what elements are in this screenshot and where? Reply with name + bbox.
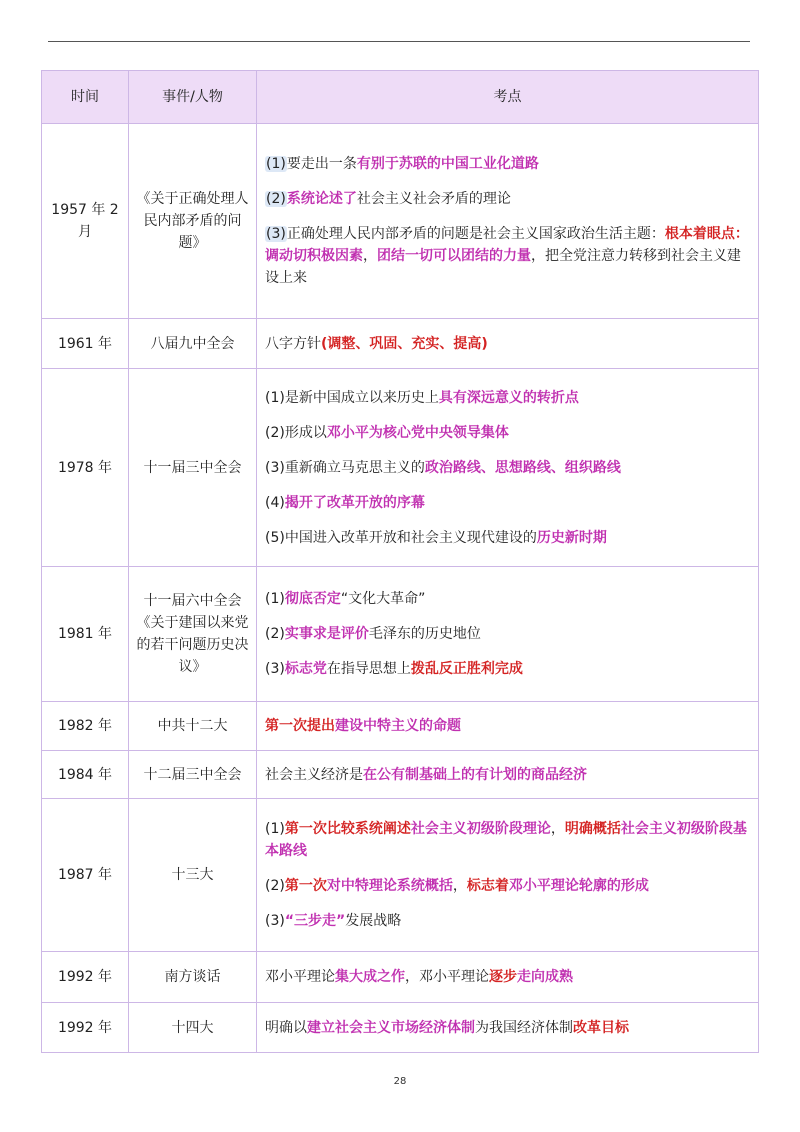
point-line: [265, 715, 750, 737]
point-text: (2): [265, 878, 285, 894]
highlight-text: 第一次比较系统阐述: [284, 821, 411, 837]
highlight-text: 明确概括: [564, 821, 621, 837]
points-cell: [257, 751, 759, 799]
highlight-text: 政治路线、思想路线、组织路线: [424, 459, 621, 476]
point-text: (1): [265, 821, 285, 837]
table-row: [42, 567, 759, 702]
event-cell: 十三大: [129, 799, 257, 952]
table-row: [42, 124, 759, 319]
point-line: [265, 492, 750, 514]
highlight-text: 对中特理论系统概括: [326, 878, 453, 894]
point-text: (1)是新中国成立以来历史上: [265, 389, 439, 406]
event-cell: 中共十二大: [129, 702, 257, 751]
time-cell: 1981 年: [42, 567, 129, 702]
event-cell: 八届九中全会: [129, 319, 257, 369]
point-text: 要走出一条: [286, 156, 357, 172]
event-cell: 十二届三中全会: [129, 751, 257, 799]
point-line: [265, 818, 750, 862]
highlight-text: 社会主义初级阶段基本路线: [265, 821, 747, 859]
point-number: (3): [266, 226, 286, 242]
point-text: 邓小平理论: [265, 969, 335, 985]
highlight-text: 集大成之作: [335, 969, 405, 985]
point-line: [265, 910, 750, 932]
table-row: [42, 799, 759, 952]
point-text: ，: [550, 821, 565, 837]
highlight-text: 走向成熟: [517, 969, 573, 985]
column-header-time: 时间: [42, 71, 129, 124]
point-line: [265, 333, 750, 355]
table-row: [42, 369, 759, 567]
time-cell: 1984 年: [42, 751, 129, 799]
table-row: [42, 952, 759, 1003]
highlight-text: 标志党: [284, 661, 327, 677]
history-table: [41, 70, 759, 1053]
table-header-row: [42, 71, 759, 124]
column-header-event: 事件/人物: [129, 71, 257, 124]
points-cell: [257, 1003, 759, 1053]
table-row: [42, 702, 759, 751]
highlight-text: 建设中特主义的命题: [335, 718, 461, 734]
event-cell: 十一届六中全会《关于建国以来党的若干问题历史决议》: [129, 567, 257, 702]
table-row: [42, 1003, 759, 1053]
point-text: (2)形成以: [265, 424, 327, 441]
point-text: (3): [265, 913, 285, 929]
point-line: [265, 223, 750, 289]
highlight-text: 邓小平为核心党中央领导集体: [326, 424, 509, 441]
table-row: [42, 319, 759, 369]
points-cell: [257, 319, 759, 369]
highlight-text: 建立社会主义市场经济体制: [307, 1019, 475, 1036]
highlight-text: 拨乱反正胜利完成: [410, 661, 523, 677]
event-cell: 十四大: [129, 1003, 257, 1053]
point-text: 正确处理人民内部矛盾的问题是社会主义国家政治生活主题：: [286, 226, 665, 242]
points-cell: [257, 702, 759, 751]
point-line: [265, 623, 750, 645]
point-text: “文化大革命”: [340, 591, 426, 607]
point-text: (3): [265, 661, 285, 677]
highlight-text: 系统论述了: [286, 191, 357, 207]
points-cell: [257, 952, 759, 1003]
point-text: 八字方针: [265, 335, 321, 352]
points-cell: [257, 124, 759, 319]
point-line: [265, 875, 750, 897]
highlight-text: 第一次: [284, 878, 327, 894]
highlight-text: 标志着: [466, 878, 509, 894]
highlight-text: 历史新时期: [536, 529, 607, 546]
point-line: [265, 588, 750, 610]
point-text: ，把全党注意力转移到社会主义建设上来: [265, 248, 741, 286]
point-text: ，: [452, 878, 467, 894]
highlight-text: 邓小平理论轮廓的形成: [508, 878, 649, 894]
highlight-text: 逐步: [489, 969, 517, 985]
highlight-text: (调整、巩固、充实、提高): [321, 335, 488, 352]
point-text: 明确以: [265, 1019, 307, 1036]
highlight-text: 具有深远意义的转折点: [438, 389, 579, 406]
column-header-points: 考点: [257, 71, 759, 124]
point-text: 社会主义社会矛盾的理论: [356, 191, 511, 207]
point-line: [265, 966, 750, 988]
point-line: [265, 658, 750, 680]
point-text: 社会主义经济是: [265, 766, 363, 783]
point-number: (2): [266, 191, 286, 207]
point-text: 为我国经济体制: [475, 1019, 573, 1036]
highlight-text: “三步走”: [284, 913, 346, 929]
point-text: (4): [265, 494, 285, 511]
header-rule: [48, 41, 750, 42]
highlight-text: 改革目标: [573, 1019, 629, 1036]
page-number: 28: [393, 1076, 407, 1087]
highlight-text: 第一次提出: [265, 718, 335, 734]
highlight-text: 社会主义初级阶段理论: [410, 821, 551, 837]
highlight-text: 在公有制基础上的有计划的商品经济: [363, 766, 587, 783]
point-line: [265, 764, 750, 786]
point-line: [265, 422, 750, 444]
point-line: [265, 153, 750, 175]
time-cell: 1992 年: [42, 1003, 129, 1053]
point-text: 发展战略: [345, 913, 402, 929]
point-line: [265, 1017, 750, 1039]
point-text: (5)中国进入改革开放和社会主义现代建设的: [265, 529, 537, 546]
highlight-text: 揭开了改革开放的序幕: [284, 494, 425, 511]
point-text: 在指导思想上: [326, 661, 411, 677]
point-text: ，: [363, 248, 377, 264]
point-line: [265, 457, 750, 479]
point-text: ，邓小平理论: [405, 969, 489, 985]
highlight-text: 有别于苏联的中国工业化道路: [356, 156, 539, 172]
event-cell: 十一届三中全会: [129, 369, 257, 567]
point-line: [265, 387, 750, 409]
highlight-text: 彻底否定: [284, 591, 341, 607]
time-cell: 1978 年: [42, 369, 129, 567]
point-line: [265, 527, 750, 549]
time-cell: 1992 年: [42, 952, 129, 1003]
event-cell: 南方谈话: [129, 952, 257, 1003]
event-cell: 《关于正确处理人民内部矛盾的问题》: [129, 124, 257, 319]
highlight-text: 实事求是评价: [284, 626, 369, 642]
time-cell: 1957 年 2 月: [42, 124, 129, 319]
time-cell: 1961 年: [42, 319, 129, 369]
point-text: (1): [265, 591, 285, 607]
point-line: [265, 188, 750, 210]
highlight-text: 根本着眼点：: [664, 226, 749, 242]
point-text: (2): [265, 626, 285, 642]
point-text: (3)重新确立马克思主义的: [265, 459, 425, 476]
point-text: 毛泽东的历史地位: [368, 626, 481, 642]
time-cell: 1987 年: [42, 799, 129, 952]
time-cell: 1982 年: [42, 702, 129, 751]
points-cell: [257, 799, 759, 952]
table-row: [42, 751, 759, 799]
point-number: (1): [266, 156, 286, 172]
highlight-text: 团结一切可以团结的力量: [377, 248, 531, 264]
points-cell: [257, 369, 759, 567]
highlight-text: 调动切积极因素: [265, 248, 363, 264]
points-cell: [257, 567, 759, 702]
